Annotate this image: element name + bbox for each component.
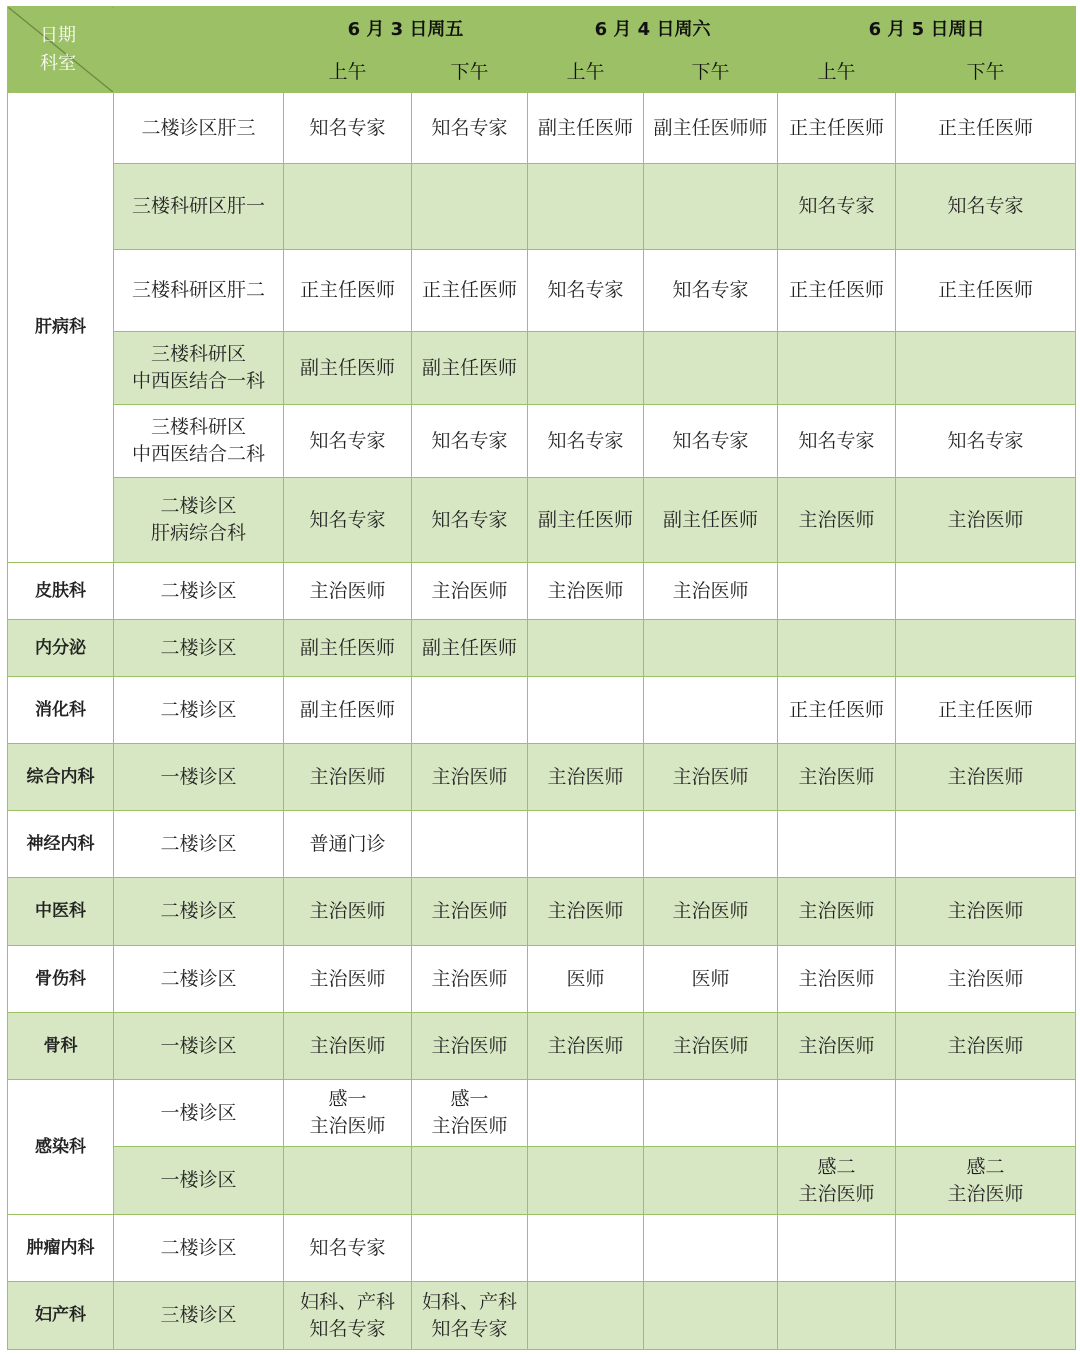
schedule-line-1: 妇科、产科 [299, 1290, 395, 1313]
area-cell: 三楼诊区 [114, 1282, 284, 1350]
table-row [8, 332, 1076, 405]
area-cell: 一楼诊区 [114, 1013, 284, 1080]
schedule-table [7, 6, 1076, 1350]
schedule-cell: 主治医师 [896, 1013, 1076, 1080]
schedule-line-1: 感二 [817, 1155, 856, 1178]
schedule-cell [778, 332, 896, 405]
schedule-cell: 主治医师 [528, 744, 644, 811]
schedule-cell [528, 1147, 644, 1215]
schedule-cell [896, 332, 1076, 405]
table-row [8, 744, 1076, 811]
area-cell: 二楼诊区 [114, 620, 284, 677]
area-cell: 二楼诊区 [114, 811, 284, 878]
schedule-cell: 正主任医师 [778, 93, 896, 164]
pm-header-1: 下午 [412, 53, 528, 93]
schedule-cell: 知名专家 [412, 93, 528, 164]
schedule-cell: 副主任医师师 [644, 93, 778, 164]
area-cell: 一楼诊区 [114, 744, 284, 811]
dept-label-obgyn: 妇产科 [8, 1282, 114, 1350]
area-cell [114, 478, 284, 563]
schedule-cell: 副主任医师 [284, 677, 412, 744]
header-empty [114, 7, 284, 53]
schedule-cell [896, 1147, 1076, 1215]
am-header-3: 上午 [778, 53, 896, 93]
corner-dept-label: 科室 [40, 53, 76, 74]
table-row [8, 946, 1076, 1013]
schedule-cell [644, 811, 778, 878]
schedule-cell: 正主任医师 [412, 250, 528, 332]
schedule-cell [644, 1282, 778, 1350]
area-cell: 三楼科研区肝一 [114, 164, 284, 250]
schedule-cell [284, 1147, 412, 1215]
table-row [8, 1080, 1076, 1147]
schedule-cell [778, 1080, 896, 1147]
schedule-line-2: 主治医师 [309, 1115, 386, 1137]
schedule-cell: 知名专家 [284, 1215, 412, 1282]
table-row [8, 405, 1076, 478]
am-header-2: 上午 [528, 53, 644, 93]
schedule-cell: 主治医师 [644, 1013, 778, 1080]
schedule-cell [778, 811, 896, 878]
schedule-cell [778, 620, 896, 677]
schedule-cell: 主治医师 [896, 878, 1076, 946]
schedule-cell: 主治医师 [778, 478, 896, 563]
schedule-line-1: 感一 [328, 1088, 367, 1110]
area-cell: 二楼诊区 [114, 946, 284, 1013]
schedule-cell: 知名专家 [412, 405, 528, 478]
area-cell [114, 332, 284, 405]
schedule-cell [778, 1147, 896, 1215]
schedule-cell [528, 677, 644, 744]
schedule-line-1: 妇科、产科 [422, 1290, 518, 1313]
schedule-cell: 正主任医师 [284, 250, 412, 332]
day-header-2: 6 月 4 日周六 [528, 7, 778, 53]
schedule-cell [896, 1215, 1076, 1282]
schedule-cell: 副主任医师 [528, 478, 644, 563]
area-line-1: 三楼科研区 [150, 416, 246, 438]
schedule-cell: 主治医师 [644, 878, 778, 946]
schedule-cell: 正主任医师 [896, 677, 1076, 744]
schedule-cell: 主治医师 [284, 744, 412, 811]
dept-label-liver: 肝病科 [8, 93, 114, 563]
table-row [8, 563, 1076, 620]
schedule-line-2: 知名专家 [431, 1317, 508, 1340]
pm-header-2: 下午 [644, 53, 778, 93]
schedule-cell: 知名专家 [896, 405, 1076, 478]
schedule-cell: 知名专家 [778, 164, 896, 250]
dept-label-ortho: 骨科 [8, 1013, 114, 1080]
schedule-cell: 主治医师 [778, 744, 896, 811]
table-row [8, 478, 1076, 563]
table-row [8, 1282, 1076, 1350]
header-row-halves [8, 53, 1076, 93]
schedule-cell: 主治医师 [644, 744, 778, 811]
schedule-cell: 主治医师 [778, 946, 896, 1013]
schedule-cell: 副主任医师 [412, 620, 528, 677]
schedule-cell [284, 1080, 412, 1147]
schedule-cell: 普通门诊 [284, 811, 412, 878]
schedule-cell: 主治医师 [284, 563, 412, 620]
schedule-cell [284, 1282, 412, 1350]
schedule-cell: 医师 [528, 946, 644, 1013]
schedule-cell: 主治医师 [412, 946, 528, 1013]
schedule-cell: 主治医师 [528, 878, 644, 946]
day-header-3: 6 月 5 日周日 [778, 7, 1076, 53]
schedule-cell [412, 677, 528, 744]
schedule-cell: 主治医师 [644, 563, 778, 620]
table-row [8, 250, 1076, 332]
schedule-cell [412, 811, 528, 878]
dept-label-infect: 感染科 [8, 1080, 114, 1215]
schedule-line-2: 主治医师 [798, 1182, 875, 1205]
schedule-cell: 主治医师 [528, 563, 644, 620]
dept-label-onco: 肿瘤内科 [8, 1215, 114, 1282]
schedule-cell [412, 1147, 528, 1215]
area-cell: 二楼诊区 [114, 1215, 284, 1282]
area-line-1: 二楼诊区 [160, 495, 237, 517]
schedule-cell: 正主任医师 [896, 250, 1076, 332]
schedule-cell: 知名专家 [528, 405, 644, 478]
table-row [8, 1013, 1076, 1080]
schedule-cell [528, 811, 644, 878]
schedule-cell: 主治医师 [896, 744, 1076, 811]
schedule-cell: 副主任医师 [644, 478, 778, 563]
schedule-cell [412, 1215, 528, 1282]
schedule-cell: 主治医师 [528, 1013, 644, 1080]
schedule-cell [644, 1080, 778, 1147]
schedule-cell [778, 1215, 896, 1282]
table-row [8, 878, 1076, 946]
schedule-cell [528, 620, 644, 677]
schedule-cell: 主治医师 [778, 878, 896, 946]
area-cell: 三楼科研区肝二 [114, 250, 284, 332]
area-cell: 二楼诊区 [114, 563, 284, 620]
table-row [8, 811, 1076, 878]
area-line-2: 中西医结合一科 [131, 370, 265, 392]
header-row-days [8, 7, 1076, 53]
schedule-cell [528, 1282, 644, 1350]
schedule-cell: 知名专家 [644, 250, 778, 332]
schedule-cell [644, 677, 778, 744]
area-cell: 二楼诊区 [114, 677, 284, 744]
schedule-line-2: 主治医师 [431, 1115, 508, 1137]
area-line-1: 三楼科研区 [150, 343, 246, 365]
schedule-cell [896, 1080, 1076, 1147]
table-row [8, 1215, 1076, 1282]
dept-label-endo: 内分泌 [8, 620, 114, 677]
schedule-cell: 知名专家 [284, 405, 412, 478]
dept-label-bone-injury: 骨伤科 [8, 946, 114, 1013]
schedule-line-2: 知名专家 [309, 1317, 386, 1340]
schedule-cell [644, 332, 778, 405]
schedule-cell: 主治医师 [412, 563, 528, 620]
dept-label-gastro: 消化科 [8, 677, 114, 744]
schedule-cell [528, 164, 644, 250]
schedule-cell: 正主任医师 [778, 677, 896, 744]
schedule-cell [528, 332, 644, 405]
schedule-cell [644, 1147, 778, 1215]
schedule-cell: 主治医师 [896, 946, 1076, 1013]
schedule-line-1: 感一 [450, 1088, 489, 1110]
schedule-cell: 副主任医师 [284, 332, 412, 405]
schedule-cell [778, 563, 896, 620]
table-row [8, 1147, 1076, 1215]
schedule-cell: 主治医师 [284, 946, 412, 1013]
schedule-cell [412, 164, 528, 250]
area-line-2: 中西医结合二科 [131, 443, 265, 465]
schedule-cell [896, 563, 1076, 620]
schedule-cell [644, 1215, 778, 1282]
area-cell: 一楼诊区 [114, 1080, 284, 1147]
area-cell: 二楼诊区 [114, 878, 284, 946]
table-row [8, 620, 1076, 677]
schedule-cell: 主治医师 [412, 744, 528, 811]
schedule-cell: 知名专家 [896, 164, 1076, 250]
schedule-cell: 副主任医师 [528, 93, 644, 164]
dept-label-general: 综合内科 [8, 744, 114, 811]
table-row [8, 164, 1076, 250]
day-header-1: 6 月 3 日周五 [284, 7, 528, 53]
schedule-cell [528, 1080, 644, 1147]
schedule-cell: 主治医师 [284, 878, 412, 946]
schedule-cell: 主治医师 [896, 478, 1076, 563]
dept-label-neuro: 神经内科 [8, 811, 114, 878]
schedule-cell [412, 1080, 528, 1147]
schedule-cell [284, 164, 412, 250]
header-empty-2 [114, 53, 284, 93]
schedule-cell: 知名专家 [284, 478, 412, 563]
area-line-2: 肝病综合科 [150, 522, 246, 544]
corner-cell [8, 7, 114, 93]
schedule-cell: 正主任医师 [896, 93, 1076, 164]
schedule-cell: 副主任医师 [284, 620, 412, 677]
schedule-cell: 知名专家 [284, 93, 412, 164]
schedule-cell: 主治医师 [412, 1013, 528, 1080]
schedule-cell: 知名专家 [528, 250, 644, 332]
area-cell [114, 405, 284, 478]
schedule-line-1: 感二 [966, 1155, 1005, 1178]
schedule-cell: 知名专家 [644, 405, 778, 478]
schedule-cell: 主治医师 [412, 878, 528, 946]
schedule-cell [644, 164, 778, 250]
schedule-line-2: 主治医师 [947, 1182, 1024, 1205]
dept-label-tcm: 中医科 [8, 878, 114, 946]
schedule-cell: 知名专家 [412, 478, 528, 563]
schedule-cell: 副主任医师 [412, 332, 528, 405]
schedule-cell: 知名专家 [778, 405, 896, 478]
area-cell: 一楼诊区 [114, 1147, 284, 1215]
schedule-cell [896, 1282, 1076, 1350]
schedule-cell [412, 1282, 528, 1350]
pm-header-3: 下午 [896, 53, 1076, 93]
dept-label-skin: 皮肤科 [8, 563, 114, 620]
schedule-cell [528, 1215, 644, 1282]
schedule-cell: 主治医师 [778, 1013, 896, 1080]
am-header-1: 上午 [284, 53, 412, 93]
table-row [8, 677, 1076, 744]
schedule-cell [896, 620, 1076, 677]
corner-date-label: 日期 [40, 25, 76, 46]
schedule-cell: 主治医师 [284, 1013, 412, 1080]
table-row [8, 93, 1076, 164]
schedule-cell [644, 620, 778, 677]
area-cell: 二楼诊区肝三 [114, 93, 284, 164]
schedule-cell: 正主任医师 [778, 250, 896, 332]
schedule-cell: 医师 [644, 946, 778, 1013]
schedule-cell [896, 811, 1076, 878]
schedule-cell [778, 1282, 896, 1350]
